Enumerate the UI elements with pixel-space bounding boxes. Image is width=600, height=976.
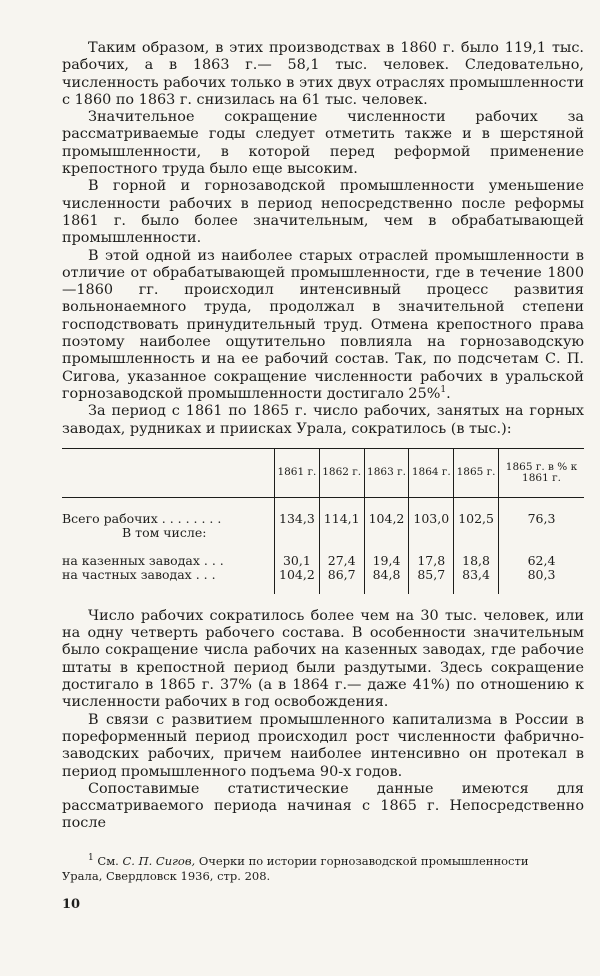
table-header-cell: 1865 г. в % к 1861 г. — [498, 448, 584, 497]
footnote-title: Очерки по истории горнозаводской промышленности — [198, 854, 529, 868]
footnote-number: 1 — [88, 853, 94, 864]
table-cell: 84,8 — [364, 568, 409, 582]
paragraph-4: В этой одной из наиболее старых отраслей промышленности в отличие от обрабатывающей промышленности, где в течение 1800—1860 гг. происходил интенсивный процесс развития вольнонаемного труда, продолжал в значительной степени господствовать принудительный труд. Отмена крепостного права поэтому наиболее ощутительно повлияла на горнозаводскую промышленность и на ее рабочий состав. Так, по подсчетам С. П. Сигова, указанное сокращение численности рабочих в уральской горнозаводской промышленности достигало 25%$^1$. — [62, 247, 584, 402]
table-cell: 134,3 — [275, 512, 320, 526]
paragraph-8: Сопоставимые статистические данные имеются для рассматриваемого периода начиная с 1865 г. Непосредственно после — [62, 780, 584, 832]
table-cell: 85,7 — [409, 568, 454, 582]
row-label: Всего рабочих . . . . . . . . — [62, 510, 222, 526]
footnote-author: С. П. Сигов, — [122, 854, 196, 868]
paragraph-1: Таким образом, в этих производствах в 1860 г. было 119,1 тыс. рабочих, а в 1863 г.— 58,1 тыс. человек. Следовательно, численность рабочих только в этих двух отраслях промышленности с 1860 по 1863 г. снизилась на 61 тыс. человек. — [62, 40, 584, 108]
table-header-blank — [62, 448, 275, 497]
row-label: В том числе: — [122, 524, 207, 540]
after-table-text — [62, 608, 584, 833]
table-header-cell: 1864 г. — [409, 448, 454, 497]
row-label: на частных заводах . . . — [62, 566, 216, 582]
paragraph-6: Число рабочих сократилось более чем на 30 тыс. человек, или на одну четверть рабочего состава. В особенности значительным было сокращение числа рабочих на казенных заводах, где рабочие штаты в крепостной период были раздутыми. Здесь сокращение достигало в 1865 г. 37% (а в 1864 г.— даже 41%) по отношению к численности рабочих в год освобождения. — [62, 607, 584, 711]
footnote-line-2: Урала, Свердловск 1936, стр. 208. — [62, 869, 271, 883]
table-cell: 104,2 — [275, 568, 320, 582]
table-header-cell: 1861 г. — [275, 448, 320, 497]
table-cell: 76,3 — [498, 512, 584, 526]
table-cell: 102,5 — [454, 512, 499, 526]
table-cell: 104,2 — [364, 512, 409, 526]
table-row — [62, 512, 584, 526]
page-body — [62, 40, 584, 833]
table-cell: 103,0 — [409, 512, 454, 526]
table-cell: 83,4 — [454, 568, 499, 582]
footnote — [62, 854, 584, 884]
table-cell: 30,1 — [275, 554, 320, 568]
table-header-cell: 1865 г. — [454, 448, 499, 497]
workers-table — [62, 448, 584, 594]
paragraph-2: Значительное сокращение численности рабочих за рассматриваемые годы следует отметить также и в шерстяной промышленности, в которой перед реформой применение крепостного труда было еще высоким. — [62, 109, 584, 178]
row-label: на казенных заводах . . . — [62, 552, 224, 568]
paragraph-5: За период с 1861 по 1865 г. число рабочих, занятых на горных заводах, рудниках и приисках Урала, сократилось (в тыс.): — [62, 403, 584, 437]
table-cell: 17,8 — [409, 554, 454, 568]
footnote-prefix: См. — [97, 854, 119, 868]
paragraph-3: В горной и горнозаводской промышленности уменьшение численности рабочих в период непосредственно после реформы 1861 г. было более значительным, чем в обрабатывающей промышленности. — [62, 178, 584, 247]
table-row — [62, 568, 584, 582]
table-cell: 18,8 — [454, 554, 499, 568]
table-cell: 62,4 — [498, 554, 584, 568]
footnote-reference: 1 — [440, 385, 447, 396]
paragraph-7: В связи с развитием промышленного капитализма в России в пореформенный период происходил рост численности фабрично-заводских рабочих, причем наиболее интенсивно он протекал в период промышленного подъема 90-х годов. — [62, 711, 584, 780]
table-cell: 80,3 — [498, 568, 584, 582]
paragraph-4-text: В этой одной из наиболее старых отраслей промышленности в отличие от обрабатывающей промышленности, где в течение 1800—1860 гг. происходил интенсивный процесс развития вольнонаемного труда, продолжал в значительной степени господствовать принудительный труд. Отмена крепостного права поэтому наиболее ощутительно повлияла на горнозаводскую промышленность и на ее рабочий состав. Так, по подсчетам С. П. Сигова, указанное сокращение численности рабочих в уральской горнозаводской промышленности достигало 25% — [62, 247, 584, 402]
table-header-cell: 1863 г. — [364, 448, 409, 497]
table-cell: 27,4 — [319, 554, 364, 568]
table-cell: 114,1 — [319, 512, 364, 526]
table-header-row — [62, 448, 584, 497]
table-row — [62, 526, 584, 540]
table-header-cell: 1862 г. — [319, 448, 364, 497]
table-row — [62, 554, 584, 568]
table-cell: 86,7 — [319, 568, 364, 582]
page-number: 10 — [62, 897, 81, 912]
table-cell: 19,4 — [364, 554, 409, 568]
